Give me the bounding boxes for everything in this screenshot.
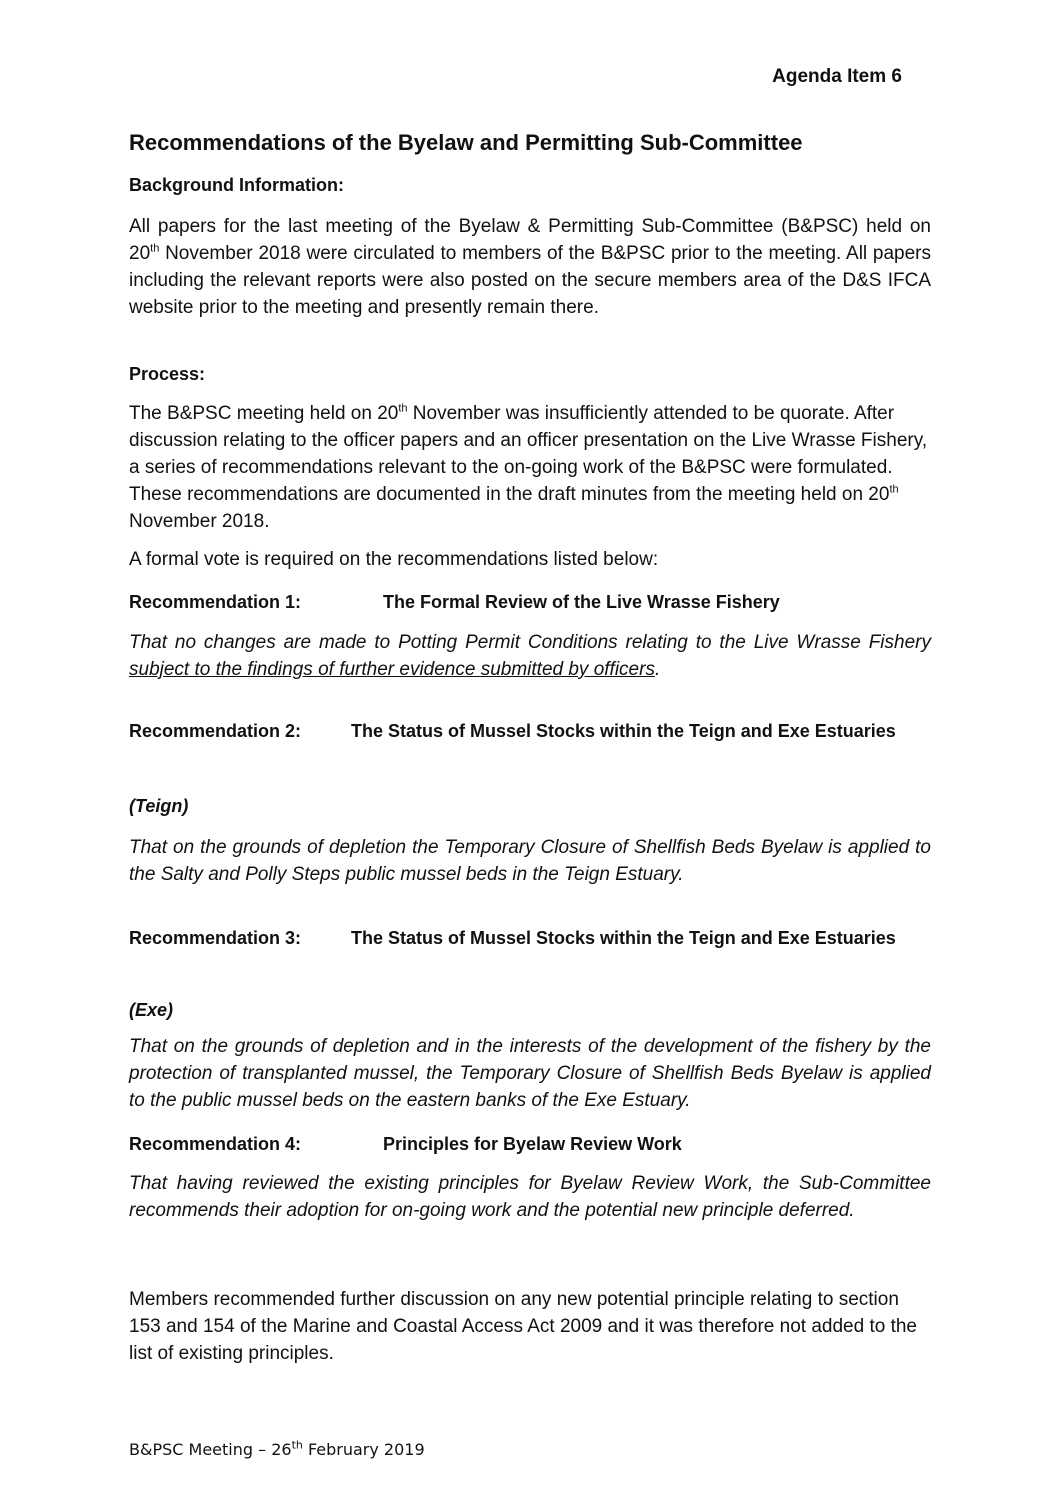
recommendation-4-heading	[129, 1131, 931, 1157]
recommendation-3-subheading: (Exe)	[129, 1000, 174, 1020]
page-title: Recommendations of the Byelaw and Permitting Sub-Committee	[129, 130, 803, 155]
recommendation-2-text: That on the grounds of depletion the Temporary Closure of Shellfish Beds Byelaw is applied to the Salty and Polly Steps public mussel beds in the Teign Estuary.	[129, 837, 931, 885]
background-paragraph: All papers for the last meeting of the Byelaw & Permitting Sub-Committee (B&PSC) held on 20th November 2018 were circulated to members of the B&PSC prior to the meeting. All papers including the relevant reports were also posted on the secure members area of the D&S IFCA website prior to the meeting and presently remain there.	[129, 216, 931, 318]
closing-paragraph: Members recommended further discussion on any new potential principle relating to section 153 and 154 of the Marine and Coastal Access Act 2009 and it was therefore not added to the list of existing principles.	[129, 1289, 917, 1364]
recommendation-2-subheading: (Teign)	[129, 796, 189, 816]
recommendation-3-text: That on the grounds of depletion and in the interests of the development of the fishery by the protection of transplanted mussel, the Temporary Closure of Shellfish Beds Byelaw is applied to the public mussel beds on the eastern banks of the Exe Estuary.	[129, 1036, 931, 1111]
process-heading: Process:	[129, 364, 206, 384]
recommendation-1-heading	[129, 589, 931, 615]
recommendation-title: The Formal Review of the Live Wrasse Fishery	[383, 592, 780, 612]
background-heading: Background Information:	[129, 175, 344, 195]
recommendation-number: Recommendation 1:	[129, 592, 302, 612]
recommendation-number: Recommendation 2:	[129, 721, 302, 741]
page-footer: B&PSC Meeting – 26th February 2019	[129, 1438, 425, 1459]
recommendation-title: Principles for Byelaw Review Work	[383, 1134, 682, 1154]
recommendation-4-text: That having reviewed the existing principles for Byelaw Review Work, the Sub-Committee recommends their adoption for on-going work and the potential new principle deferred.	[129, 1173, 931, 1221]
recommendation-1-text: That no changes are made to Potting Permit Conditions relating to the Live Wrasse Fishery subject to the findings of further evidence submitted by officers.	[129, 632, 931, 680]
process-paragraph: The B&PSC meeting held on 20th November was insufficiently attended to be quorate. After discussion relating to the officer papers and an officer presentation on the Live Wrasse Fishery, a series of recommendations relevant to the on-going work of the B&PSC were formulated. These recommendations are documented in the draft minutes from the meeting held on 20th November 2018.	[129, 402, 928, 532]
vote-statement: A formal vote is required on the recommendations listed below:	[129, 549, 659, 570]
recommendation-title: The Status of Mussel Stocks within the Teign and Exe Estuaries	[351, 721, 896, 741]
recommendation-number: Recommendation 3:	[129, 928, 302, 948]
recommendation-2-heading	[129, 718, 931, 744]
agenda-item-label: Agenda Item 6	[772, 66, 902, 87]
recommendation-number: Recommendation 4:	[129, 1134, 302, 1154]
recommendation-title: The Status of Mussel Stocks within the Teign and Exe Estuaries	[351, 928, 896, 948]
recommendation-3-heading	[129, 925, 931, 951]
